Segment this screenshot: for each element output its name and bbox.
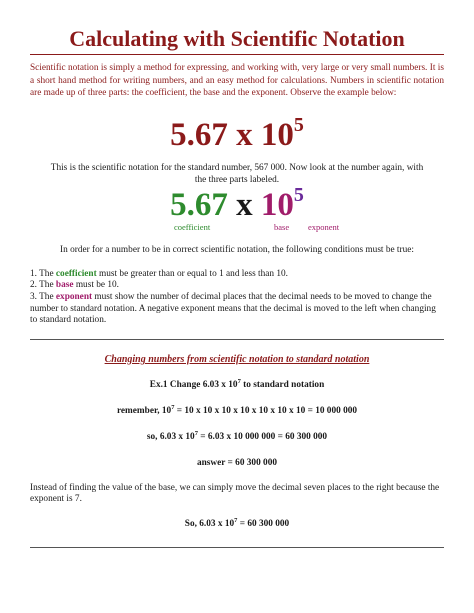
- intro-paragraph: Scientific notation is simply a method for expressing, and working with, very large or very small numbers. It is a short hand method for writing numbers, and an easy method for calculations. Numbers in scientific notation are made up of three parts: the coefficient, the base and the exponent. Observe the example below:: [30, 63, 444, 99]
- condition-keyword: exponent: [55, 291, 93, 302]
- section-divider: [30, 339, 444, 340]
- labeled-base: 10: [260, 186, 294, 223]
- label-base: base: [274, 221, 290, 232]
- condition-keyword: coefficient: [55, 268, 97, 279]
- condition-item: 3. The exponent must show the number of decimal places that the decimal needs to be moved to change the number to standard notation. A negative exponent means that the decimal is moved to the left when changing to standard notation.: [30, 291, 436, 326]
- example-times: x: [236, 116, 253, 153]
- conclusion-line: So, 6.03 x $10^7 = 60$ 300 000: [184, 516, 290, 529]
- page-title: Calculating with Scientific Notation: [69, 26, 405, 51]
- conditions-intro: In order for a number to be in correct scientific notation, the following conditions must be true:: [60, 244, 414, 255]
- part-labels: [30, 222, 444, 234]
- title-underline: [30, 54, 444, 55]
- condition-keyword: base: [55, 280, 74, 291]
- example-notation: [30, 113, 444, 153]
- so-line: so, 6.03 x $10^7 = 6.03$ x 10 000 000 = 60 300 000: [146, 429, 328, 442]
- labeled-coefficient: 5.67: [170, 186, 228, 223]
- labeled-times: x: [236, 186, 253, 223]
- label-coefficient: coefficient: [174, 221, 211, 232]
- remember-line: remember, $10^7 = 10$ x 10 x 10 x 10 x 10 x 10 x 10 = 10 000 000: [116, 403, 358, 416]
- example-1-line: Ex.1 Change 6.03 x $10^7$ to standard notation: [149, 377, 325, 390]
- condition-item: 2. The base must be 10.: [30, 280, 119, 291]
- bottom-divider: [30, 547, 444, 548]
- example-base: 10: [260, 116, 294, 153]
- condition-item: 1. The coefficient must be greater than or equal to 1 and less than 10.: [30, 268, 289, 279]
- labeled-exponent: 5: [293, 183, 304, 206]
- answer-line: answer = 60 300 000: [196, 457, 278, 468]
- explanation-paragraph: Instead of finding the value of the base, we can simply move the decimal seven places to the right because the exponent is 7.: [30, 482, 440, 505]
- example-exponent: 5: [293, 113, 304, 136]
- description-text: This is the scientific notation for the standard number, 567 000. Now look at the number again, with the three parts labeled.: [50, 162, 424, 185]
- conditions-list: [30, 269, 444, 327]
- label-exponent: exponent: [308, 221, 340, 232]
- labeled-example-notation: [30, 183, 444, 223]
- example-coefficient: 5.67: [170, 116, 228, 153]
- section-heading: Changing numbers from scientific notation to standard notation: [104, 353, 370, 365]
